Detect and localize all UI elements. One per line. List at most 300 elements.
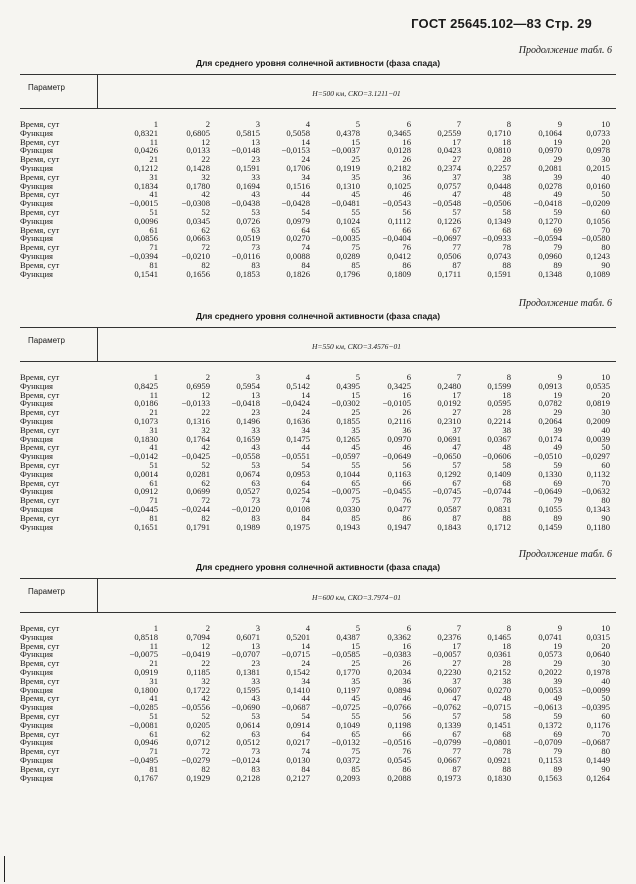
table-cell: 52 <box>201 459 210 470</box>
table-cell: 0,1310 <box>336 180 360 191</box>
table-row <box>20 686 616 695</box>
table-cell: 33 <box>251 171 260 182</box>
table-body <box>20 109 616 278</box>
table-cell: 0,0512 <box>236 737 260 748</box>
table-cell: 73 <box>251 242 260 253</box>
row-label: Функция <box>20 451 54 462</box>
table-cell: −0,0418 <box>231 398 260 409</box>
table-cell: 0,1055 <box>538 503 562 514</box>
table-cell: 0,1339 <box>437 719 461 730</box>
table-cell: 26 <box>402 154 411 165</box>
table-body <box>20 362 616 531</box>
table-row <box>20 173 616 182</box>
table-cell: 79 <box>553 495 562 506</box>
table-cell: 0,2064 <box>538 415 562 426</box>
row-label: Время, сут <box>20 242 60 253</box>
row-label: Функция <box>20 127 54 138</box>
table-cell: 31 <box>149 171 158 182</box>
table-cell: 23 <box>251 154 260 165</box>
table-cell: 3 <box>255 623 260 633</box>
table-cell: −0,0057 <box>432 649 461 660</box>
table-cell: 0,0921 <box>487 754 511 765</box>
table-cell: 0,0205 <box>186 719 210 730</box>
table-cell: 0,1226 <box>437 215 461 226</box>
table-cell: 83 <box>251 763 260 774</box>
table-cell: 0,2116 <box>387 415 411 426</box>
row-label: Время, сут <box>20 658 60 669</box>
table-cell: 0,1176 <box>586 719 610 730</box>
table-cell: −0,0766 <box>382 702 411 713</box>
table-cell: 47 <box>452 442 461 453</box>
table-cell: 0,0712 <box>186 737 210 748</box>
table-cell: 51 <box>149 206 158 217</box>
table-row <box>20 435 616 444</box>
table-row <box>20 452 616 461</box>
table-cell: −0,0516 <box>382 737 411 748</box>
table-cell: 74 <box>301 242 310 253</box>
table-cell: 4 <box>305 623 310 633</box>
table-cell: 0,1270 <box>538 215 562 226</box>
table-cell: 5 <box>355 372 360 382</box>
data-table <box>20 74 616 278</box>
row-label: Время, сут <box>20 640 60 651</box>
table-cell: 24 <box>301 154 310 165</box>
table-cell: 0,4387 <box>336 631 360 642</box>
table-cell: 0,1372 <box>538 719 562 730</box>
table-cell: 0,2182 <box>387 162 411 173</box>
table-cell: 58 <box>502 710 511 721</box>
table-cell: 41 <box>149 693 158 704</box>
row-label: Время, сут <box>20 189 60 200</box>
param-header: Параметр <box>28 336 65 345</box>
row-label: Время, сут <box>20 675 60 686</box>
table-cell: 62 <box>201 477 210 488</box>
row-label: Функция <box>20 486 54 497</box>
table-cell: 64 <box>301 477 310 488</box>
table-cell: 0,1089 <box>586 268 610 279</box>
table-cell: 89 <box>553 259 562 270</box>
continuation-label: Продолжение табл. 6 <box>518 549 612 560</box>
table-cell: 15 <box>351 136 360 147</box>
table-body <box>20 613 616 782</box>
table-row <box>20 677 616 686</box>
table-cell: 86 <box>402 512 411 523</box>
table-cell: 0,1659 <box>236 433 260 444</box>
table-cell: 78 <box>502 242 511 253</box>
table-cell: 0,0663 <box>186 233 210 244</box>
table-cell: 0,1855 <box>336 415 360 426</box>
table-cell: −0,0690 <box>231 702 260 713</box>
table-cell: −0,0687 <box>281 702 310 713</box>
table-cell: 26 <box>402 658 411 669</box>
table-cell: 81 <box>149 512 158 523</box>
table-cell: 88 <box>502 763 511 774</box>
table-cell: 66 <box>402 477 411 488</box>
table-cell: 0,2257 <box>487 162 511 173</box>
table-cell: 39 <box>553 424 562 435</box>
table-cell: 0,0053 <box>538 684 562 695</box>
table-cell: 3 <box>255 372 260 382</box>
table-row <box>20 190 616 199</box>
table-cell: −0,0510 <box>533 451 562 462</box>
table-cell: 0,4395 <box>336 380 360 391</box>
table-cell: 77 <box>452 242 461 253</box>
table-cell: 59 <box>553 710 562 721</box>
table-cell: 0,2081 <box>538 162 562 173</box>
continuation-label: Продолжение табл. 6 <box>518 45 612 56</box>
table-row <box>20 443 616 452</box>
table-cell: 8 <box>506 372 511 382</box>
row-label: Функция <box>20 719 54 730</box>
table-cell: 69 <box>553 728 562 739</box>
table-cell: 0,1049 <box>336 719 360 730</box>
table-row <box>20 217 616 226</box>
table-cell: 22 <box>201 154 210 165</box>
table-cell: 0,0477 <box>387 503 411 514</box>
table-cell: 28 <box>502 154 511 165</box>
table-cell: 45 <box>351 442 360 453</box>
table-cell: −0,0394 <box>129 250 158 261</box>
table-cell: −0,0707 <box>231 649 260 660</box>
table-cell: −0,0075 <box>331 486 360 497</box>
table-cell: 46 <box>402 442 411 453</box>
table-header <box>20 74 616 109</box>
table-row <box>20 408 616 417</box>
table-cell: 0,1722 <box>186 684 210 695</box>
table-cell: 29 <box>553 154 562 165</box>
table-cell: 12 <box>201 136 210 147</box>
table-cell: 0,5815 <box>236 127 260 138</box>
row-label: Функция <box>20 250 54 261</box>
table-cell: 0,1073 <box>134 415 158 426</box>
row-label: Функция <box>20 268 54 279</box>
table-cell: 0,0667 <box>437 754 461 765</box>
table-cell: 47 <box>452 693 461 704</box>
table-row <box>20 703 616 712</box>
table-cell: −0,0543 <box>382 198 411 209</box>
table-cell: 75 <box>351 242 360 253</box>
table-cell: 7 <box>456 372 461 382</box>
table-cell: 1 <box>153 623 158 633</box>
table-cell: −0,0933 <box>482 233 511 244</box>
table-cell: 53 <box>251 206 260 217</box>
table-cell: 43 <box>251 189 260 200</box>
table-cell: 0,2376 <box>437 631 461 642</box>
table-cell: 41 <box>149 442 158 453</box>
table-cell: −0,0594 <box>533 233 562 244</box>
table-cell: 78 <box>502 495 511 506</box>
table-cell: 89 <box>553 512 562 523</box>
table-cell: 0,1767 <box>134 772 158 783</box>
table-cell: 0,5058 <box>286 127 310 138</box>
table-cell: 0,0960 <box>538 250 562 261</box>
table-cell: 58 <box>502 459 511 470</box>
row-label: Функция <box>20 380 54 391</box>
table-cell: 76 <box>402 242 411 253</box>
table-cell: 57 <box>452 206 461 217</box>
table-row <box>20 391 616 400</box>
table-row <box>20 774 616 783</box>
table-cell: 0,1791 <box>186 521 210 532</box>
table-cell: 65 <box>351 728 360 739</box>
table-cell: 57 <box>452 710 461 721</box>
table-cell: −0,0762 <box>432 702 461 713</box>
table-cell: 66 <box>402 224 411 235</box>
table-cell: 71 <box>149 242 158 253</box>
table-cell: 0,0527 <box>236 486 260 497</box>
table-cell: 24 <box>301 658 310 669</box>
table-cell: −0,0558 <box>231 451 260 462</box>
table-row <box>20 129 616 138</box>
row-label: Время, сут <box>20 728 60 739</box>
table-header <box>20 327 616 362</box>
table-cell: 71 <box>149 495 158 506</box>
table-cell: 0,1343 <box>586 503 610 514</box>
table-row <box>20 633 616 642</box>
table-cell: 43 <box>251 442 260 453</box>
table-row <box>20 164 616 173</box>
table-cell: 70 <box>601 728 610 739</box>
table-cell: 0,0281 <box>186 468 210 479</box>
table-cell: 32 <box>201 171 210 182</box>
row-label: Функция <box>20 666 54 677</box>
table-cell: 0,0192 <box>437 398 461 409</box>
table-cell: 17 <box>452 640 461 651</box>
table-cell: 7 <box>456 623 461 633</box>
table-cell: 0,0912 <box>134 486 158 497</box>
table-cell: 0,1973 <box>437 772 461 783</box>
table-cell: 0,1712 <box>487 521 511 532</box>
table-cell: 13 <box>251 640 260 651</box>
row-label: Время, сут <box>20 372 60 382</box>
table-cell: 0,0607 <box>437 684 461 695</box>
table-cell: 20 <box>601 389 610 400</box>
table-cell: 0,1853 <box>236 268 260 279</box>
table-cell: 47 <box>452 189 461 200</box>
table-row <box>20 514 616 523</box>
table-cell: 49 <box>553 442 562 453</box>
table-cell: −0,0105 <box>382 398 411 409</box>
table-cell: 45 <box>351 189 360 200</box>
table-cell: 4 <box>305 372 310 382</box>
table-cell: −0,0395 <box>581 702 610 713</box>
table-cell: −0,0548 <box>432 198 461 209</box>
table-cell: 5 <box>355 623 360 633</box>
table-cell: 19 <box>553 640 562 651</box>
table-cell: 0,2559 <box>437 127 461 138</box>
table-cell: −0,0133 <box>181 398 210 409</box>
table-cell: 30 <box>601 407 610 418</box>
table-cell: 0,1428 <box>186 162 210 173</box>
table-cell: −0,0132 <box>331 737 360 748</box>
table-cell: 46 <box>402 189 411 200</box>
table-cell: 28 <box>502 658 511 669</box>
table-cell: 0,0894 <box>387 684 411 695</box>
table-cell: 59 <box>553 459 562 470</box>
table-cell: 0,2093 <box>336 772 360 783</box>
table-row <box>20 694 616 703</box>
table-cell: 0,0741 <box>538 631 562 642</box>
table-row <box>20 659 616 668</box>
table-cell: 37 <box>452 171 461 182</box>
table-cell: 0,1330 <box>538 468 562 479</box>
table-cell: 0,0545 <box>387 754 411 765</box>
table-cell: −0,0744 <box>482 486 511 497</box>
row-label: Функция <box>20 198 54 209</box>
row-label: Время, сут <box>20 459 60 470</box>
table-cell: −0,0495 <box>129 754 158 765</box>
table-cell: 15 <box>351 640 360 651</box>
table-cell: 9 <box>557 372 562 382</box>
table-cell: 62 <box>201 224 210 235</box>
table-row <box>20 426 616 435</box>
table-cell: 0,1706 <box>286 162 310 173</box>
table-cell: 18 <box>502 389 511 400</box>
table-cell: 0,4378 <box>336 127 360 138</box>
table-cell: 0,0160 <box>586 180 610 191</box>
table-cell: 45 <box>351 693 360 704</box>
row-label: Время, сут <box>20 154 60 165</box>
table-cell: 40 <box>601 171 610 182</box>
table-cell: 35 <box>351 424 360 435</box>
table-cell: −0,0148 <box>231 145 260 156</box>
table-cell: 10 <box>601 119 610 129</box>
table-cell: 3 <box>255 119 260 129</box>
table-row <box>20 642 616 651</box>
table-cell: 0,0819 <box>586 398 610 409</box>
table-cell: −0,0075 <box>129 649 158 660</box>
table-cell: 0,6805 <box>186 127 210 138</box>
table-cell: 0,1975 <box>286 521 310 532</box>
row-label: Время, сут <box>20 224 60 235</box>
table-cell: 35 <box>351 171 360 182</box>
table-cell: 0,1591 <box>236 162 260 173</box>
table-cell: 55 <box>351 206 360 217</box>
table-cell: −0,0418 <box>533 198 562 209</box>
table-cell: 0,0448 <box>487 180 511 191</box>
table-cell: −0,0424 <box>281 398 310 409</box>
table-cell: −0,0585 <box>331 649 360 660</box>
table-cell: −0,0297 <box>581 451 610 462</box>
table-cell: 0,1595 <box>236 684 260 695</box>
table-row <box>20 756 616 765</box>
table-cell: 0,1826 <box>286 268 310 279</box>
table-cell: 0,0587 <box>437 503 461 514</box>
table-cell: 32 <box>201 424 210 435</box>
table-cell: 0,5201 <box>286 631 310 642</box>
table-row <box>20 243 616 252</box>
table-cell: 0,0039 <box>586 433 610 444</box>
table-cell: 22 <box>201 407 210 418</box>
row-label: Время, сут <box>20 442 60 453</box>
table-cell: 67 <box>452 224 461 235</box>
table-cell: 0,0315 <box>586 631 610 642</box>
table-cell: −0,0715 <box>281 649 310 660</box>
table-cell: −0,0035 <box>331 233 360 244</box>
table-cell: 0,0014 <box>134 468 158 479</box>
table-cell: 65 <box>351 477 360 488</box>
table-cell: 0,1316 <box>186 415 210 426</box>
table-cell: 0,1800 <box>134 684 158 695</box>
table-cell: 0,1024 <box>336 215 360 226</box>
row-label: Функция <box>20 684 54 695</box>
table-cell: 5 <box>355 119 360 129</box>
table-cell: 30 <box>601 154 610 165</box>
table-cell: −0,0481 <box>331 198 360 209</box>
table-cell: −0,0116 <box>231 250 260 261</box>
table-cell: 22 <box>201 658 210 669</box>
table-cell: 69 <box>553 224 562 235</box>
table-cell: 0,0614 <box>236 719 260 730</box>
table-cell: 0,1212 <box>134 162 158 173</box>
table-cell: −0,0613 <box>533 702 562 713</box>
table-cell: 0,0595 <box>487 398 511 409</box>
table-cell: 50 <box>601 693 610 704</box>
table-cell: 0,0289 <box>336 250 360 261</box>
table-cell: 73 <box>251 495 260 506</box>
table-cell: 0,0133 <box>186 145 210 156</box>
table-cell: 0,1656 <box>186 268 210 279</box>
param-header: Параметр <box>28 587 65 596</box>
table-cell: 0,0506 <box>437 250 461 261</box>
table-cell: 76 <box>402 746 411 757</box>
table-title: Для среднего уровня солнечной активности (фаза спада) <box>195 562 441 572</box>
table-cell: 37 <box>452 424 461 435</box>
table-cell: 0,0535 <box>586 380 610 391</box>
row-label: Функция <box>20 649 54 660</box>
table-cell: 0,0699 <box>186 486 210 497</box>
table-cell: 8 <box>506 119 511 129</box>
row-label: Функция <box>20 468 54 479</box>
table-cell: 71 <box>149 746 158 757</box>
table-cell: 0,0757 <box>437 180 461 191</box>
table-cell: 64 <box>301 224 310 235</box>
table-cell: 0,6959 <box>186 380 210 391</box>
table-cell: 34 <box>301 424 310 435</box>
table-cell: 0,1198 <box>387 719 411 730</box>
table-cell: 0,8518 <box>134 631 158 642</box>
table-cell: 0,0278 <box>538 180 562 191</box>
table-cell: 0,1943 <box>336 521 360 532</box>
row-label: Функция <box>20 180 54 191</box>
table-cell: 68 <box>502 728 511 739</box>
table-row <box>20 765 616 774</box>
table-cell: 0,0782 <box>538 398 562 409</box>
table-cell: 50 <box>601 189 610 200</box>
table-cell: 85 <box>351 512 360 523</box>
table-cell: 65 <box>351 224 360 235</box>
table-cell: 42 <box>201 693 210 704</box>
table-cell: −0,0580 <box>581 233 610 244</box>
table-row <box>20 747 616 756</box>
table-row <box>20 650 616 659</box>
table-cell: 0,1349 <box>487 215 511 226</box>
page-header-text: ГОСТ 25645.102—83 Стр. 29 <box>411 16 592 31</box>
table-cell: 29 <box>553 658 562 669</box>
table-row <box>20 487 616 496</box>
table-cell: 27 <box>452 154 461 165</box>
table-cell: 0,1809 <box>387 268 411 279</box>
table-cell: −0,0279 <box>181 754 210 765</box>
table-cell: 34 <box>301 675 310 686</box>
table-cell: −0,0037 <box>331 145 360 156</box>
table-cell: 31 <box>149 675 158 686</box>
table-row <box>20 234 616 243</box>
table-cell: 60 <box>601 459 610 470</box>
table-cell: 0,1563 <box>538 772 562 783</box>
table-cell: 32 <box>201 675 210 686</box>
table-row <box>20 120 616 129</box>
